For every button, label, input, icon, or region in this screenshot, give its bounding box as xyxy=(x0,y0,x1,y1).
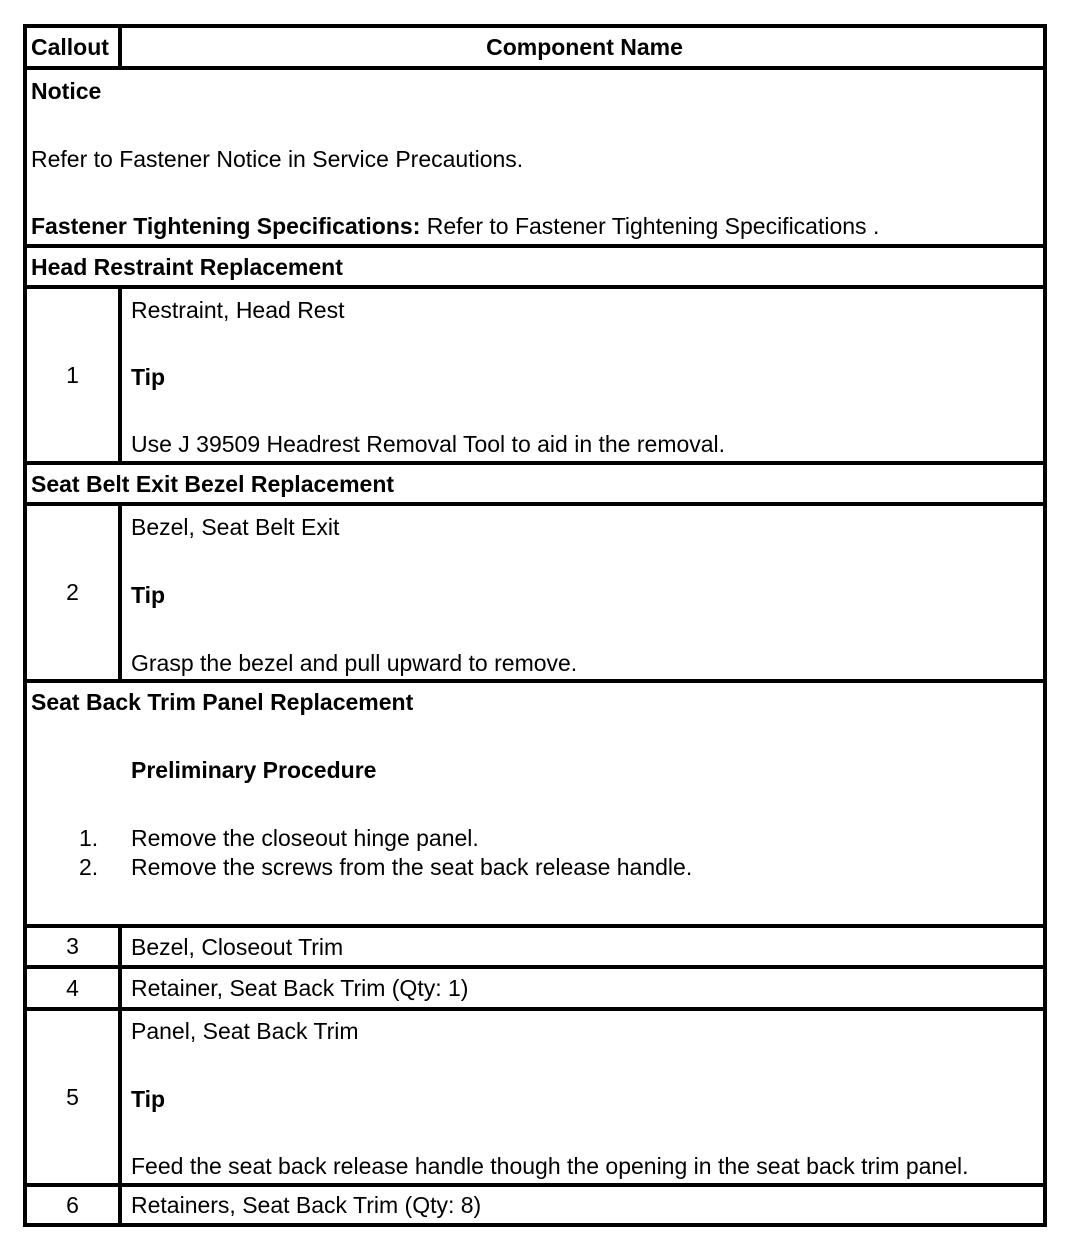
fastener-spec-line xyxy=(31,213,879,239)
callout-number: 4 xyxy=(66,974,79,1001)
component-name: Retainers, Seat Back Trim (Qty: 8) xyxy=(131,1192,482,1218)
tip-text: Use J 39509 Headrest Removal Tool to aid in the removal. xyxy=(131,431,726,457)
header-component-name-label: Component Name xyxy=(486,34,683,60)
table-row xyxy=(27,969,1043,1011)
step-text: Remove the screws from the seat back release handle. xyxy=(131,854,693,880)
table-row xyxy=(27,928,1043,969)
section-title-row xyxy=(27,465,1043,506)
tip-label: Tip xyxy=(131,1086,166,1112)
component-name: Bezel, Seat Belt Exit xyxy=(131,514,340,540)
tip-label: Tip xyxy=(131,364,166,390)
tip-text: Feed the seat back release handle though the opening in the seat back trim panel. xyxy=(131,1153,969,1179)
callout-number: 6 xyxy=(66,1191,79,1218)
step-number: 1. xyxy=(79,825,99,851)
notice-title: Notice xyxy=(31,78,102,104)
tip-text: Grasp the bezel and pull upward to remove. xyxy=(131,650,578,676)
component-cell xyxy=(126,506,1043,679)
component-cell xyxy=(126,928,1043,965)
table-row xyxy=(27,1187,1043,1223)
preliminary-procedure-title: Preliminary Procedure xyxy=(131,757,377,783)
component-table xyxy=(23,24,1047,1227)
section-title-row xyxy=(27,248,1043,289)
callout-cell xyxy=(27,289,122,461)
section-title-head-restraint: Head Restraint Replacement xyxy=(31,254,343,280)
tip-label: Tip xyxy=(131,582,166,608)
callout-cell xyxy=(27,1187,122,1223)
step-number: 2. xyxy=(79,854,99,880)
callout-number: 1 xyxy=(66,361,79,388)
table-row xyxy=(27,1011,1043,1187)
component-cell xyxy=(126,289,1043,461)
table-header-row xyxy=(27,28,1043,70)
component-name: Retainer, Seat Back Trim (Qty: 1) xyxy=(131,975,469,1001)
component-name: Restraint, Head Rest xyxy=(131,297,345,323)
header-callout-label: Callout xyxy=(31,34,109,60)
callout-cell xyxy=(27,969,122,1007)
step-text: Remove the closeout hinge panel. xyxy=(131,825,479,851)
callout-cell xyxy=(27,1011,122,1183)
callout-number: 2 xyxy=(66,579,79,605)
fastener-spec-text: Refer to Fastener Tightening Specifications . xyxy=(420,213,880,239)
callout-number: 5 xyxy=(66,1083,79,1110)
table-row xyxy=(27,289,1043,465)
component-cell xyxy=(126,1187,1043,1223)
section-title-row xyxy=(27,683,1043,928)
component-name: Bezel, Closeout Trim xyxy=(131,934,344,960)
section-title-seat-belt-bezel: Seat Belt Exit Bezel Replacement xyxy=(31,471,395,497)
callout-cell xyxy=(27,928,122,965)
callout-cell xyxy=(27,506,122,679)
component-name: Panel, Seat Back Trim xyxy=(131,1018,359,1044)
fastener-spec-label: Fastener Tightening Specifications: xyxy=(31,213,421,239)
section-title-seat-back-trim: Seat Back Trim Panel Replacement xyxy=(31,689,414,715)
notice-row xyxy=(27,70,1043,248)
notice-text: Refer to Fastener Notice in Service Precautions. xyxy=(31,146,524,172)
callout-number: 3 xyxy=(66,933,79,959)
table-row xyxy=(27,506,1043,683)
component-cell xyxy=(126,1011,1043,1183)
component-cell xyxy=(126,969,1043,1007)
